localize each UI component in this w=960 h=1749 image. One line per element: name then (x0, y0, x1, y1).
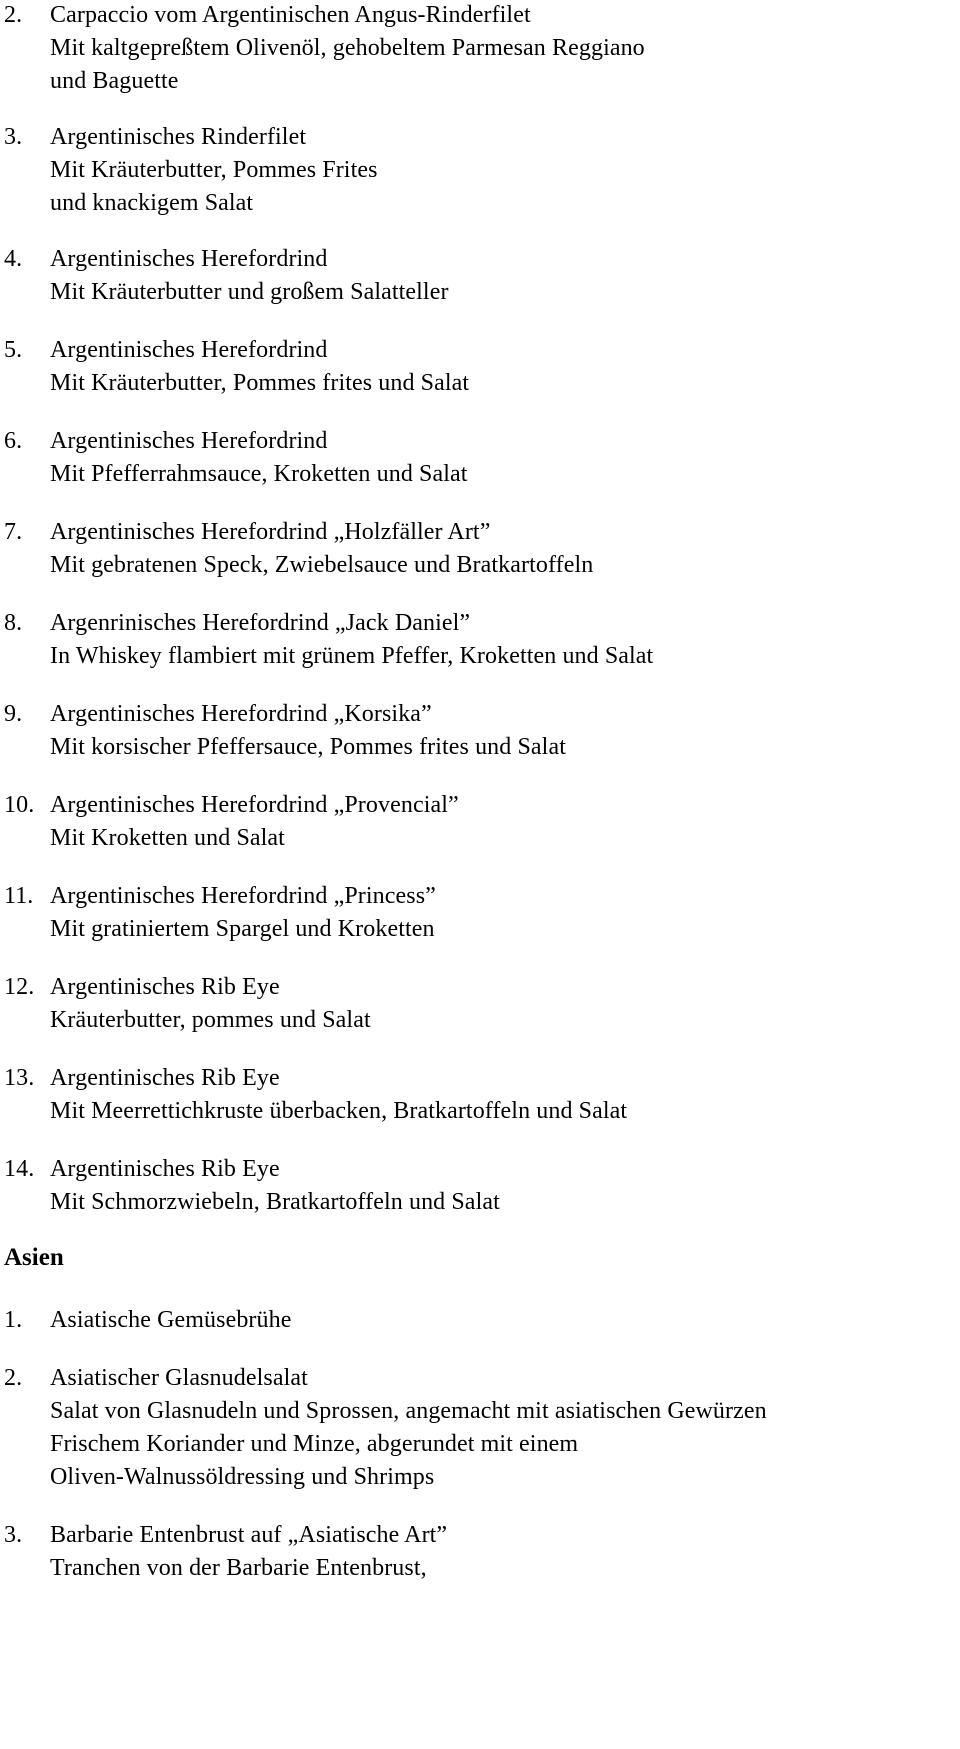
item-title: Argentinisches Herefordrind „Holzfäller Art” (50, 519, 491, 545)
item-number: 1. (4, 1307, 23, 1333)
item-title: Argentinisches Herefordrind „Korsika” (50, 701, 432, 727)
item-title: Carpaccio vom Argentinischen Angus-Rinderfilet (50, 2, 531, 28)
item-description: Frischem Koriander und Minze, abgerundet mit einem (50, 1431, 579, 1457)
item-description: Mit Kräuterbutter, Pommes Frites (50, 157, 378, 183)
item-title: Argentinisches Rinderfilet (50, 124, 307, 150)
item-description: Mit Kräuterbutter und großem Salatteller (50, 279, 449, 305)
item-number: 5. (4, 337, 23, 363)
item-title: Asiatische Gemüsebrühe (50, 1307, 292, 1333)
item-title: Argentinisches Herefordrind „Princess” (50, 883, 436, 909)
item-title: Argentinisches Rib Eye (50, 1065, 280, 1091)
item-number: 2. (4, 2, 23, 28)
item-number: 4. (4, 246, 23, 272)
item-description: Mit Meerrettichkruste überbacken, Bratkartoffeln und Salat (50, 1098, 628, 1124)
item-title: Barbarie Entenbrust auf „Asiatische Art” (50, 1522, 448, 1548)
item-description: Mit kaltgepreßtem Olivenöl, gehobeltem Parmesan Reggiano (50, 35, 645, 61)
item-description: Mit Kroketten und Salat (50, 825, 285, 851)
item-description: Mit gratiniertem Spargel und Kroketten (50, 916, 435, 942)
item-number: 12. (4, 974, 35, 1000)
item-description: und knackigem Salat (50, 190, 254, 216)
item-number: 6. (4, 428, 23, 454)
item-number: 8. (4, 610, 23, 636)
item-title: Argentinisches Herefordrind „Provencial” (50, 792, 459, 818)
item-number: 13. (4, 1065, 35, 1091)
item-title: Argentinisches Rib Eye (50, 1156, 280, 1182)
item-description: Mit gebratenen Speck, Zwiebelsauce und Bratkartoffeln (50, 552, 594, 578)
item-title: Argentinisches Herefordrind (50, 337, 328, 363)
item-number: 10. (4, 792, 35, 818)
item-description: Mit korsischer Pfeffersauce, Pommes frites und Salat (50, 734, 566, 760)
item-title: Argentinisches Rib Eye (50, 974, 280, 1000)
item-number: 3. (4, 124, 23, 150)
item-description: Salat von Glasnudeln und Sprossen, angemacht mit asiatischen Gewürzen (50, 1398, 767, 1424)
item-number: 9. (4, 701, 23, 727)
item-description: In Whiskey flambiert mit grünem Pfeffer, Kroketten und Salat (50, 643, 654, 669)
item-description: Tranchen von der Barbarie Entenbrust, (50, 1555, 427, 1581)
item-description: und Baguette (50, 68, 179, 94)
item-number: 2. (4, 1365, 23, 1391)
item-number: 11. (4, 883, 34, 909)
item-title: Argentinisches Herefordrind (50, 246, 328, 272)
item-number: 3. (4, 1522, 23, 1548)
item-title: Argenrinisches Herefordrind „Jack Daniel” (50, 610, 471, 636)
section-heading: Asien (4, 1244, 64, 1271)
item-title: Argentinisches Herefordrind (50, 428, 328, 454)
item-description: Mit Schmorzwiebeln, Bratkartoffeln und Salat (50, 1189, 500, 1215)
item-number: 14. (4, 1156, 35, 1182)
item-description: Mit Kräuterbutter, Pommes frites und Salat (50, 370, 470, 396)
item-description: Oliven-Walnussöldressing und Shrimps (50, 1464, 435, 1490)
item-number: 7. (4, 519, 23, 545)
item-description: Kräuterbutter, pommes und Salat (50, 1007, 371, 1033)
item-description: Mit Pfefferrahmsauce, Kroketten und Salat (50, 461, 468, 487)
item-title: Asiatischer Glasnudelsalat (50, 1365, 308, 1391)
